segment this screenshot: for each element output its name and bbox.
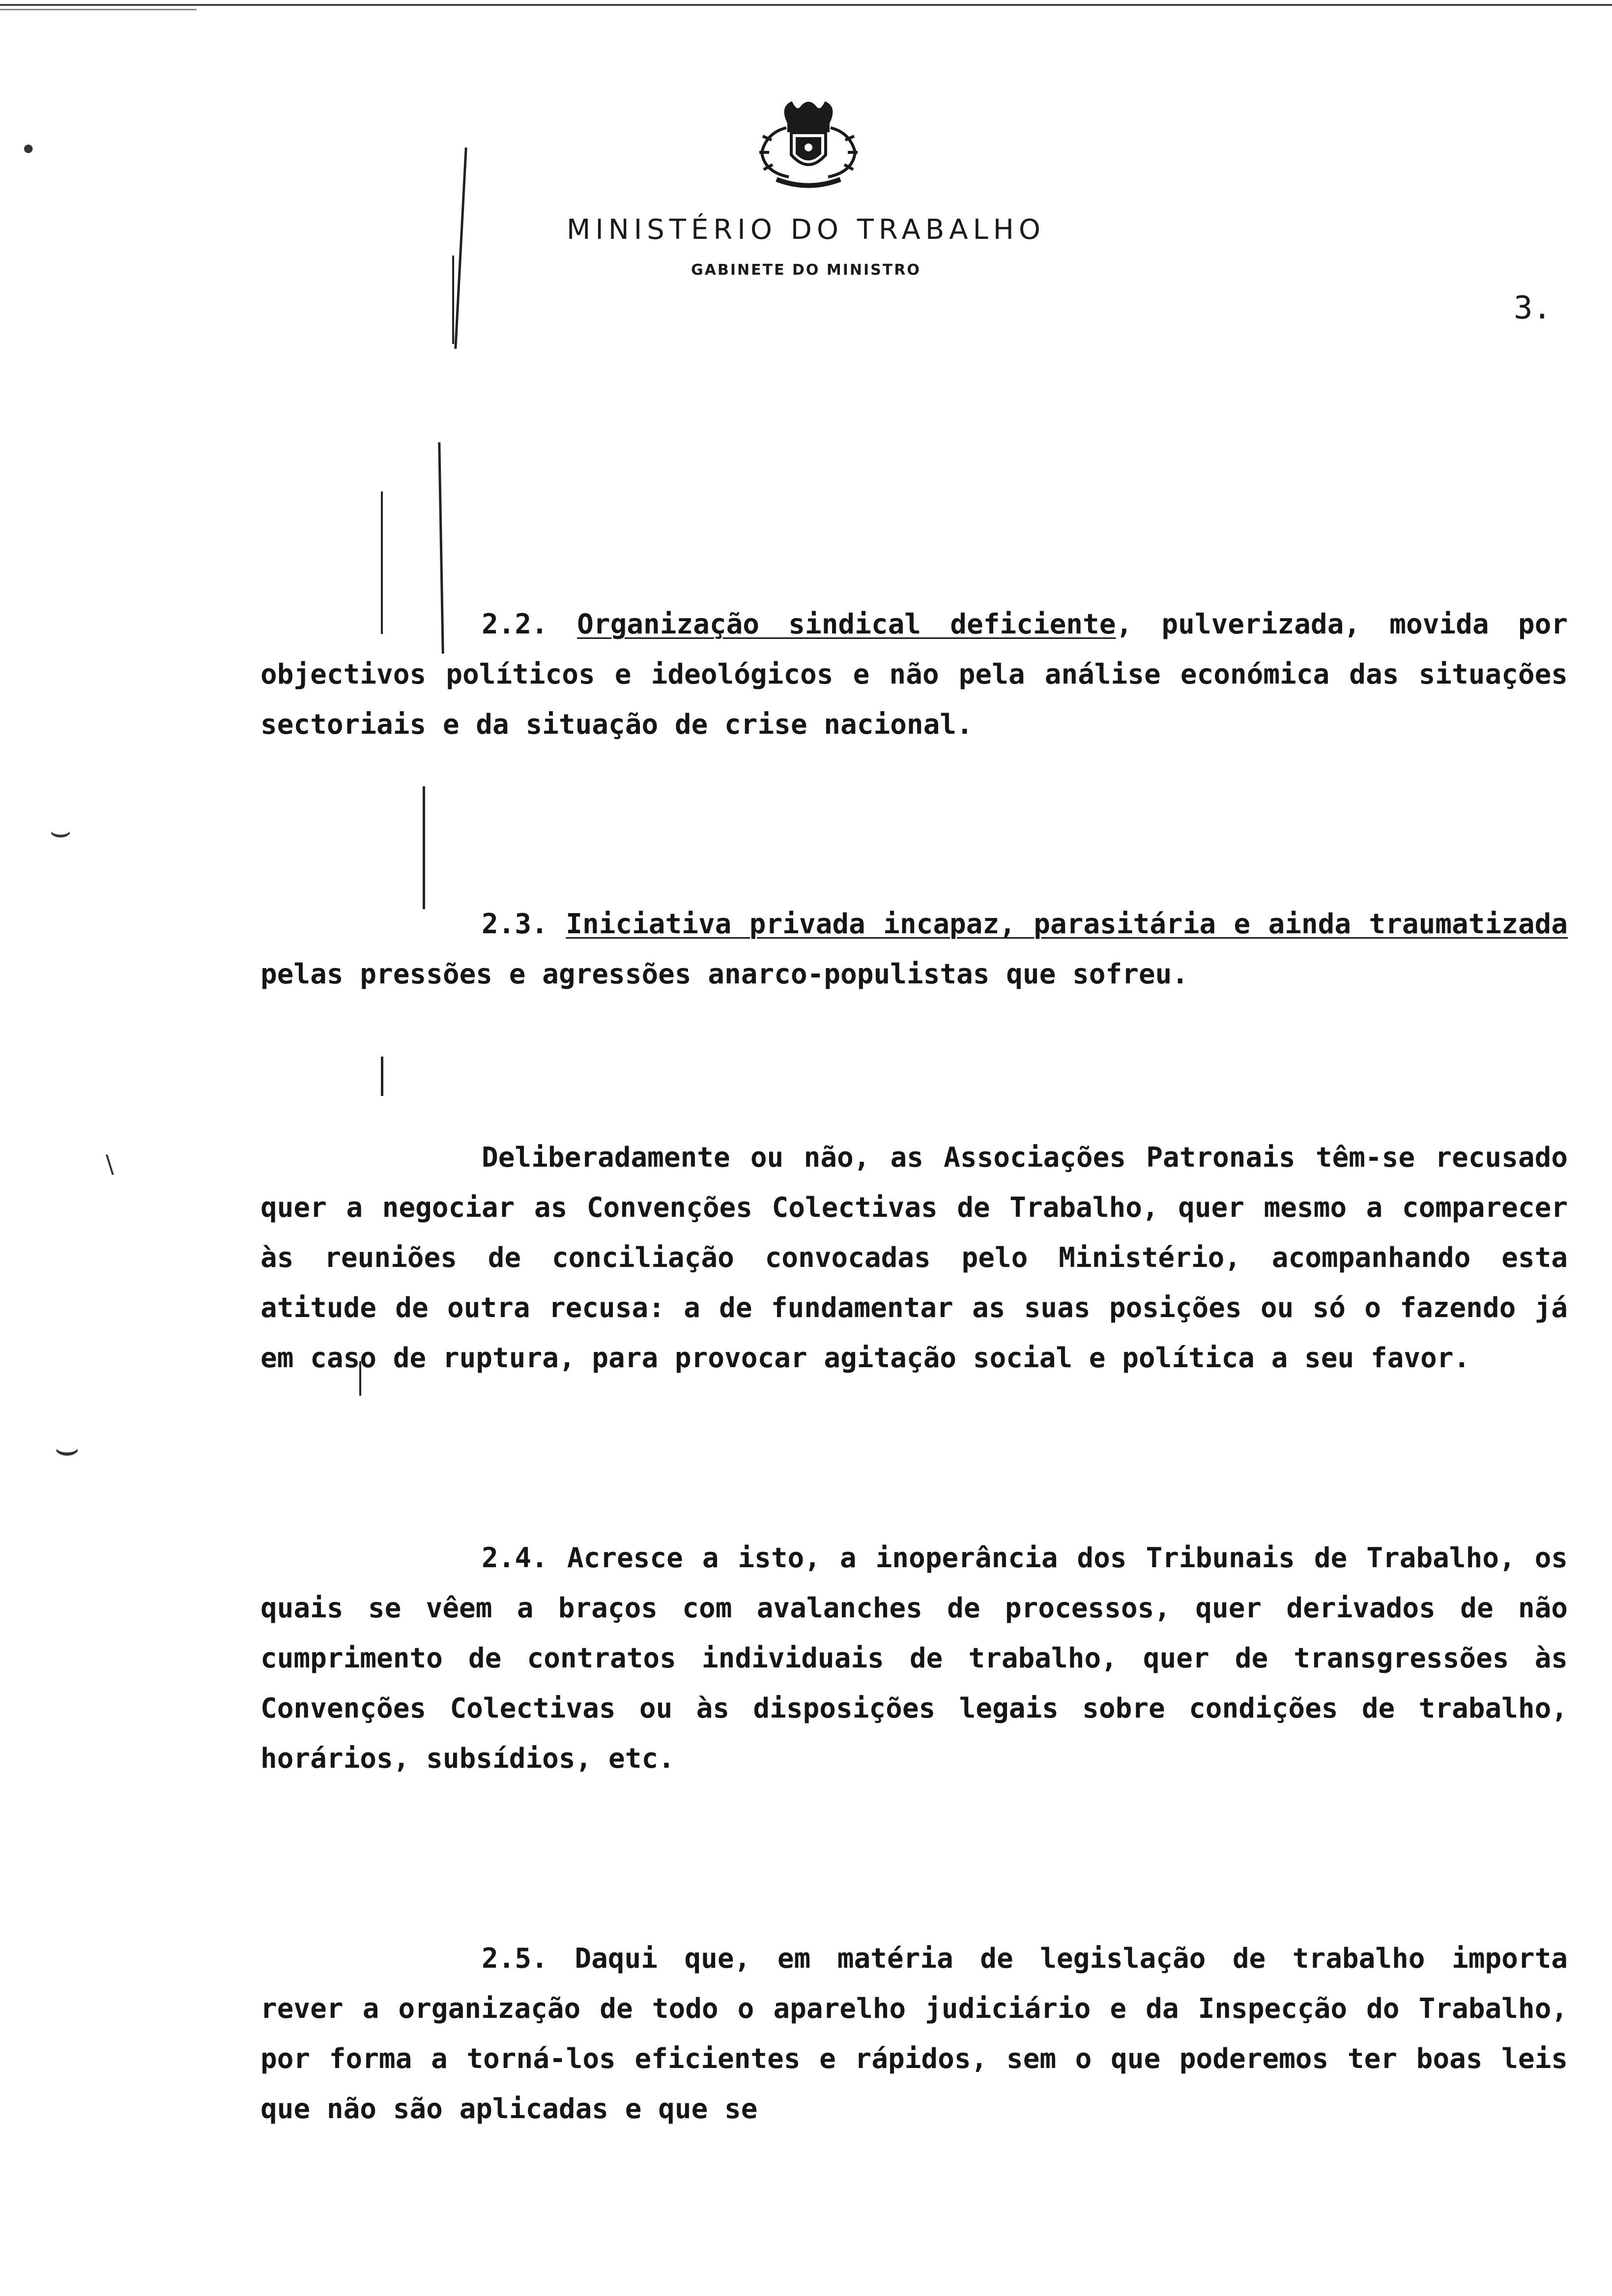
section-2-5 (260, 1934, 1568, 2134)
margin-mark: \ (106, 1150, 114, 1178)
section-body: Daqui que, em matéria de legislação de trabalho importa rever a organização de todo o aparelho judiciário e da Inspecção do Trabalho, por forma a torná-los eficientes e rápidos, sem o que poderemos ter boas leis que não são aplicadas e que se (260, 1943, 1568, 2125)
scan-top-edge-secondary (0, 9, 197, 10)
section-title: Iniciativa privada incapaz, parasitária e ainda traumatizada (566, 908, 1568, 940)
section-2-4 (260, 1533, 1568, 1784)
margin-mark: • (20, 133, 37, 167)
section-number: 2.5. (482, 1943, 548, 1975)
section-number: 2.4. (482, 1542, 548, 1574)
section-title: Organização sindical deficiente (577, 608, 1116, 640)
margin-line (423, 786, 425, 909)
paragraph-body: Deliberadamente ou não, as Associações Patronais têm-se recusado quer a negociar as Convenções Colectivas de Trabalho, quer mesmo a comparecer às reuniões de conciliação convocadas pelo Ministério, acompanhando esta atitude de outra recusa: a de fundamentar as suas posições ou só o fazendo já em caso de ruptura, para provocar agitação social e política a seu favor. (260, 1142, 1568, 1374)
margin-line (452, 256, 454, 344)
margin-line (381, 1057, 383, 1096)
coat-of-arms-icon (742, 93, 875, 192)
section-number: 2.3. (482, 908, 548, 940)
ministry-title: MINISTÉRIO DO TRABALHO (567, 214, 1045, 246)
section-number: 2.2. (482, 608, 548, 640)
section-2-2 (260, 600, 1568, 750)
cabinet-subtitle: GABINETE DO MINISTRO (691, 261, 921, 279)
section-2-3 (260, 899, 1568, 1000)
page-number: 3. (1514, 290, 1552, 326)
margin-line (454, 147, 467, 349)
scan-top-edge (0, 4, 1612, 6)
margin-mark: ⌣ (49, 811, 72, 851)
section-body: Acresce a isto, a inoperância dos Tribunais de Trabalho, os quais se vêem a braços com avalanches de processos, quer derivados de não cumprimento de contratos individuais de trabalho, quer de transgressões às Convenções Colectivas ou às disposições legais sobre condições de trabalho, horários, subsídios, etc. (260, 1542, 1568, 1775)
section-body: pelas pressões e agressões anarco-populistas que sofreu. (260, 958, 1189, 990)
section-body: , pulverizada, movida por objectivos políticos e ideológicos e não pela análise económica das situações sectoriais e da situação de crise nacional. (260, 608, 1568, 741)
paragraph-deliberadamente (260, 1133, 1568, 1383)
margin-mark: ⌣ (54, 1425, 80, 1471)
